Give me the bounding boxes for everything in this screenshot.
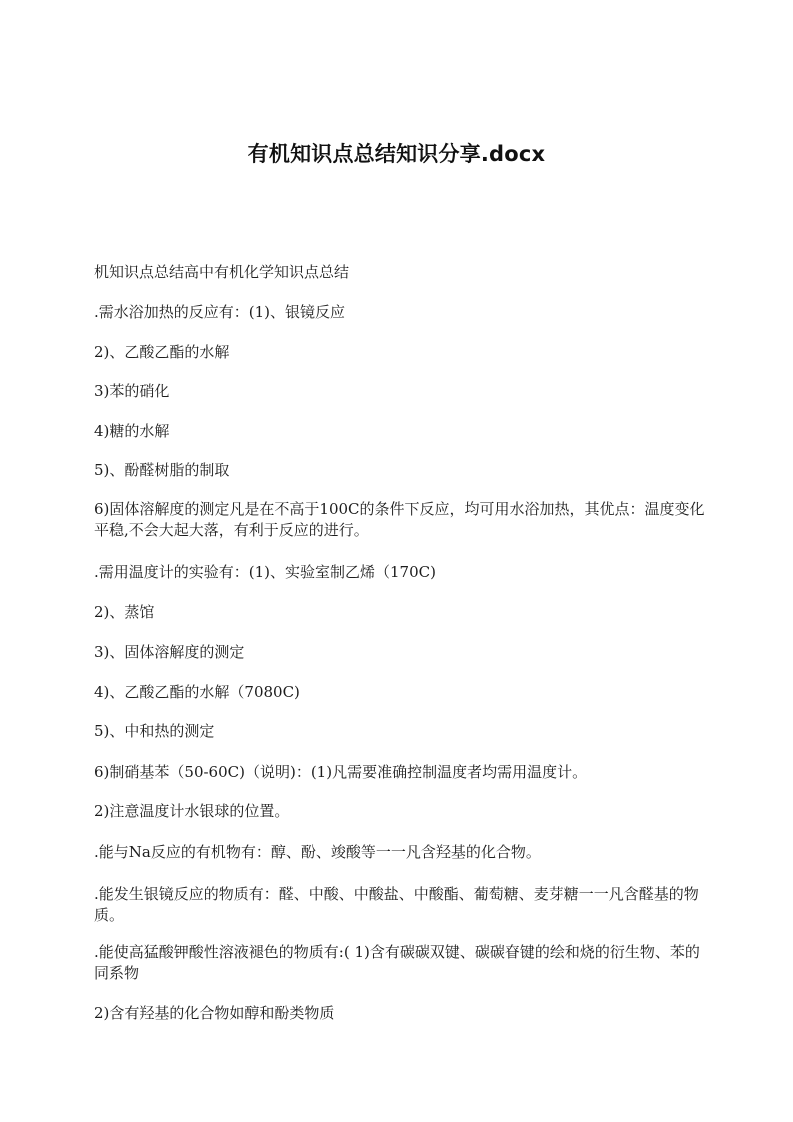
paragraph: 2)注意温度计水银球的位置。 (94, 802, 290, 820)
paragraph: .需用温度计的实验有：(1)、实验室制乙烯（170C) (94, 563, 436, 581)
paragraph: .能与Na反应的有机物有：醇、酚、竣酸等一一凡含羟基的化合物。 (94, 843, 541, 861)
paragraph-heading: 机知识点总结高中有机化学知识点总结 (94, 263, 350, 281)
paragraph: 3)、固体溶解度的测定 (94, 643, 245, 661)
paragraph: 6)制硝基苯（50-60C)（说明)：(1)凡需要准确控制温度者均需用温度计。 (94, 763, 588, 781)
paragraph: 2)、蒸馆 (94, 603, 155, 621)
paragraph: 4)、乙酸乙酯的水解（7080C) (94, 683, 300, 701)
paragraph: 4)糖的水解 (94, 422, 170, 440)
document-title: 有机知识点总结知识分享.docx (247, 142, 546, 166)
paragraph: 3)苯的硝化 (94, 382, 170, 400)
paragraph: .需水浴加热的反应有：(1)、银镜反应 (94, 303, 346, 321)
paragraph: .能发生银镜反应的物质有：醛、中酸、中酸盐、中酸酯、葡萄糖、麦芽糖一一凡含醛基的物质。 (94, 885, 699, 924)
paragraph: 5)、中和热的测定 (94, 722, 215, 740)
paragraph: 2)、乙酸乙酯的水解 (94, 343, 230, 361)
paragraph: .能使高猛酸钾酸性溶液褪色的物质有:( 1)含有碳碳双键、碳碳眘键的绘和烧的衍生物、苯的同系物 (94, 943, 700, 982)
paragraph: 5)、酚醛树脂的制取 (94, 461, 230, 479)
paragraph: 2)含有羟基的化合物如醇和酚类物质 (94, 1004, 335, 1022)
paragraph: 6)固体溶解度的测定凡是在不高于100C的条件下反应，均可用水浴加热，其优点：温度变化平稳,不会大起大落，有利于反应的进行。 (94, 500, 705, 539)
